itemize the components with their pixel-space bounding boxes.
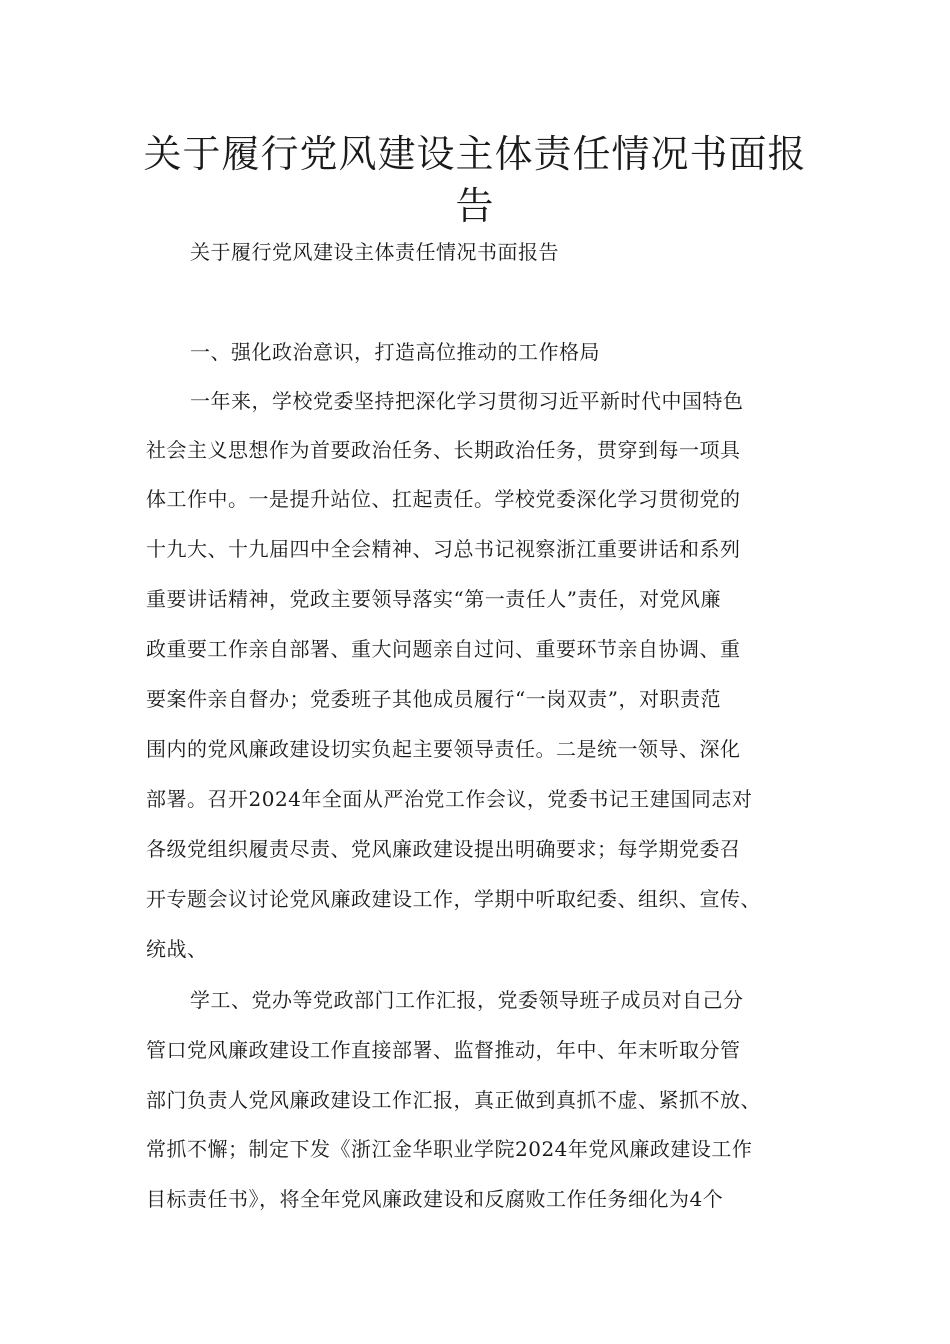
paragraph-1-line: 统战、 bbox=[146, 937, 208, 961]
paragraph-1-line: 各级党组织履责尽责、党风廉政建设提出明确要求；每学期党委召 bbox=[146, 837, 741, 861]
paragraph-1-line: 一年来，学校党委坚持把深化学习贯彻习近平新时代中国特色 bbox=[190, 389, 744, 413]
paragraph-1-line: 体工作中。一是提升站位、扛起责任。学校党委深化学习贯彻党的 bbox=[146, 487, 741, 511]
paragraph-1-line: 政重要工作亲自部署、重大问题亲自过问、重要环节亲自协调、重 bbox=[146, 637, 741, 661]
paragraph-2-line: 部门负责人党风廉政建设工作汇报，真正做到真抓不虚、紧抓不放、 bbox=[146, 1088, 761, 1112]
paragraph-2-line: 学工、党办等党政部门工作汇报，党委领导班子成员对自己分 bbox=[190, 988, 744, 1012]
paragraph-1-line: 重要讲话精神，党政主要领导落实“第一责任人”责任，对党风廉 bbox=[146, 587, 721, 611]
section-heading: 一、强化政治意识，打造高位推动的工作格局 bbox=[190, 340, 600, 364]
document-title-line-1: 关于履行党风建设主体责任情况书面报 bbox=[143, 132, 807, 176]
paragraph-1-line: 部署。召开2024年全面从严治党工作会议，党委书记王建国同志对 bbox=[146, 787, 753, 811]
paragraph-1-line: 十九大、十九届四中全会精神、习总书记视察浙江重要讲话和系列 bbox=[146, 537, 741, 561]
paragraph-1-line: 围内的党风廉政建设切实负起主要领导责任。二是统一领导、深化 bbox=[146, 737, 741, 761]
paragraph-1-line: 社会主义思想作为首要政治任务、长期政治任务，贯穿到每一项具 bbox=[146, 438, 741, 462]
document-title-line-2: 告 bbox=[455, 184, 495, 228]
paragraph-2-line: 常抓不懈；制定下发《浙江金华职业学院2024年党风廉政建设工作 bbox=[146, 1137, 753, 1161]
paragraph-2-line: 管口党风廉政建设工作直接部署、监督推动，年中、年末听取分管 bbox=[146, 1038, 741, 1062]
paragraph-1-line: 要案件亲自督办；党委班子其他成员履行“一岗双责”，对职责范 bbox=[146, 687, 721, 711]
paragraph-1-line: 开专题会议讨论党风廉政建设工作，学期中听取纪委、组织、宣传、 bbox=[146, 887, 761, 911]
paragraph-2-line: 目标责任书》，将全年党风廉政建设和反腐败工作任务细化为4个 bbox=[146, 1187, 724, 1211]
document-subtitle: 关于履行党风建设主体责任情况书面报告 bbox=[190, 240, 559, 264]
